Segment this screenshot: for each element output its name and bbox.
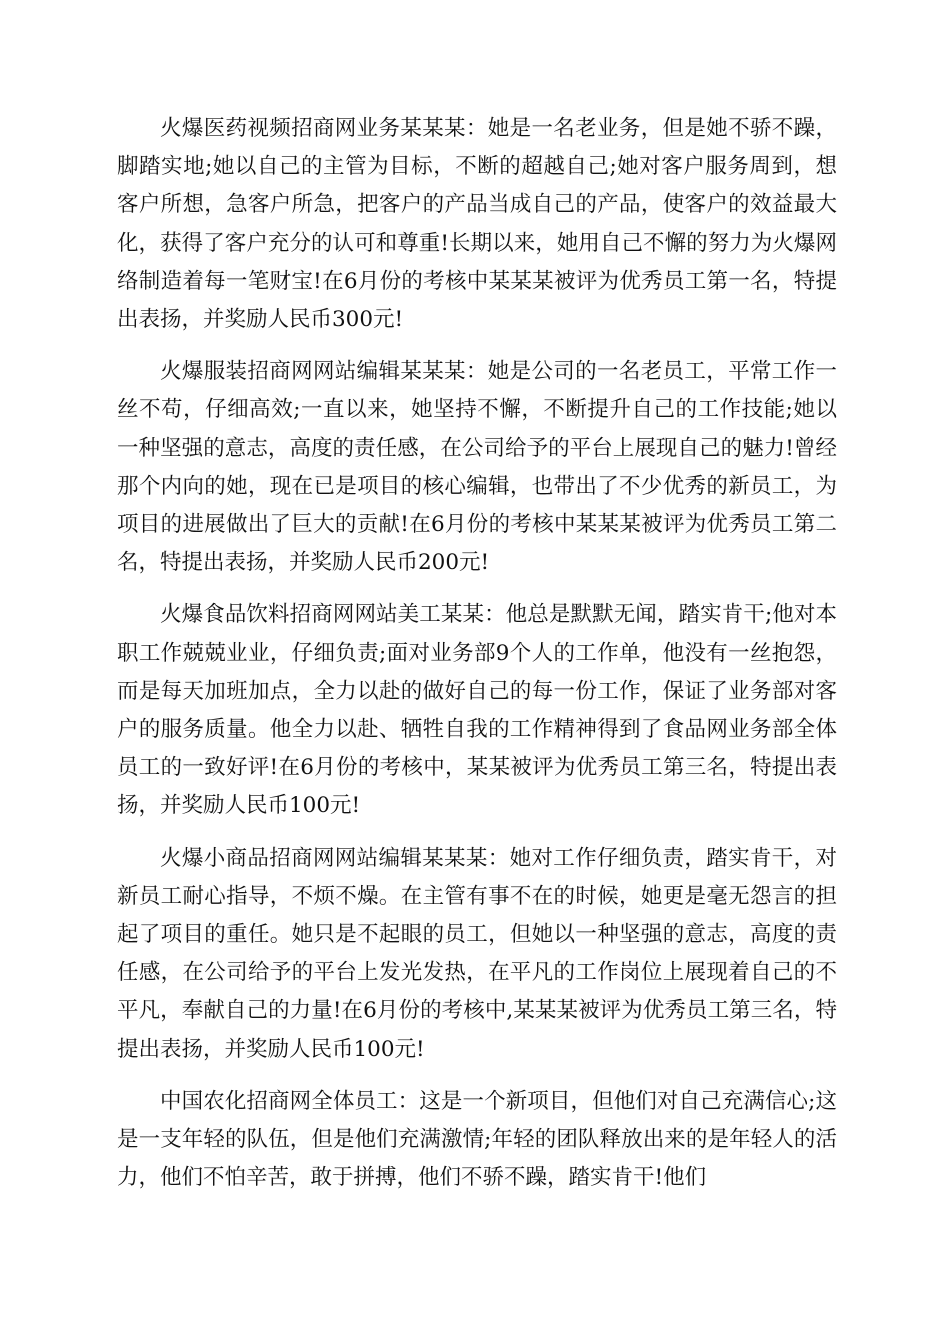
paragraph-clothing-editor: 火爆服装招商网网站编辑某某某：她是公司的一名老员工，平常工作一丝不苟，仔细高效;一直以来，她坚持不懈，不断提升自己的工作技能;她以一种坚强的意志，高度的责任感，在公司给予的平台上展现自己的魅力!曾经那个内向的她，现在已是项目的核心编辑，也带出了不少优秀的新员工，为项目的进展做出了巨大的贡献!在6月份的考核中某某某被评为优秀员工第二名，特提出表扬，并奖励人民币200元!	[117, 359, 837, 576]
paragraph-agrochem-team: 中国农化招商网全体员工：这是一个新项目，但他们对自己充满信心;这是一支年轻的队伍，但是他们充满激情;年轻的团队释放出来的是年轻人的活力，他们不怕辛苦，敢于拼搏，他们不骄不躁，踏实肯干!他们	[117, 1088, 837, 1191]
paragraph-medicine-sales: 火爆医药视频招商网业务某某某：她是一名老业务，但是她不骄不躁，脚踏实地;她以自己的主管为目标，不断的超越自己;她对客户服务周到，想客户所想，急客户所急，把客户的产品当成自己的产品，使客户的效益最大化，获得了客户充分的认可和尊重!长期以来，她用自己不懈的努力为火爆网络制造着每一笔财宝!在6月份的考核中某某某被评为优秀员工第一名，特提出表扬，并奖励人民币300元!	[117, 116, 837, 333]
paragraph-smallgoods-editor: 火爆小商品招商网网站编辑某某某：她对工作仔细负责，踏实肯干，对新员工耐心指导，不烦不燥。在主管有事不在的时候，她更是毫无怨言的担起了项目的重任。她只是不起眼的员工，但她以一种坚强的意志，高度的责任感，在公司给予的平台上发光发热，在平凡的工作岗位上展现着自己的不平凡，奉献自己的力量!在6月份的考核中,某某某被评为优秀员工第三名，特提出表扬，并奖励人民币100元!	[117, 845, 837, 1062]
paragraph-food-designer: 火爆食品饮料招商网网站美工某某：他总是默默无闻，踏实肯干;他对本职工作兢兢业业，仔细负责;面对业务部9个人的工作单，他没有一丝抱怨，而是每天加班加点，全力以赴的做好自己的每一份工作，保证了业务部对客户的服务质量。他全力以赴、牺牲自我的工作精神得到了食品网业务部全体员工的一致好评!在6月份的考核中，某某被评为优秀员工第三名，特提出表扬，并奖励人民币100元!	[117, 602, 837, 819]
document-body	[117, 110, 837, 1211]
